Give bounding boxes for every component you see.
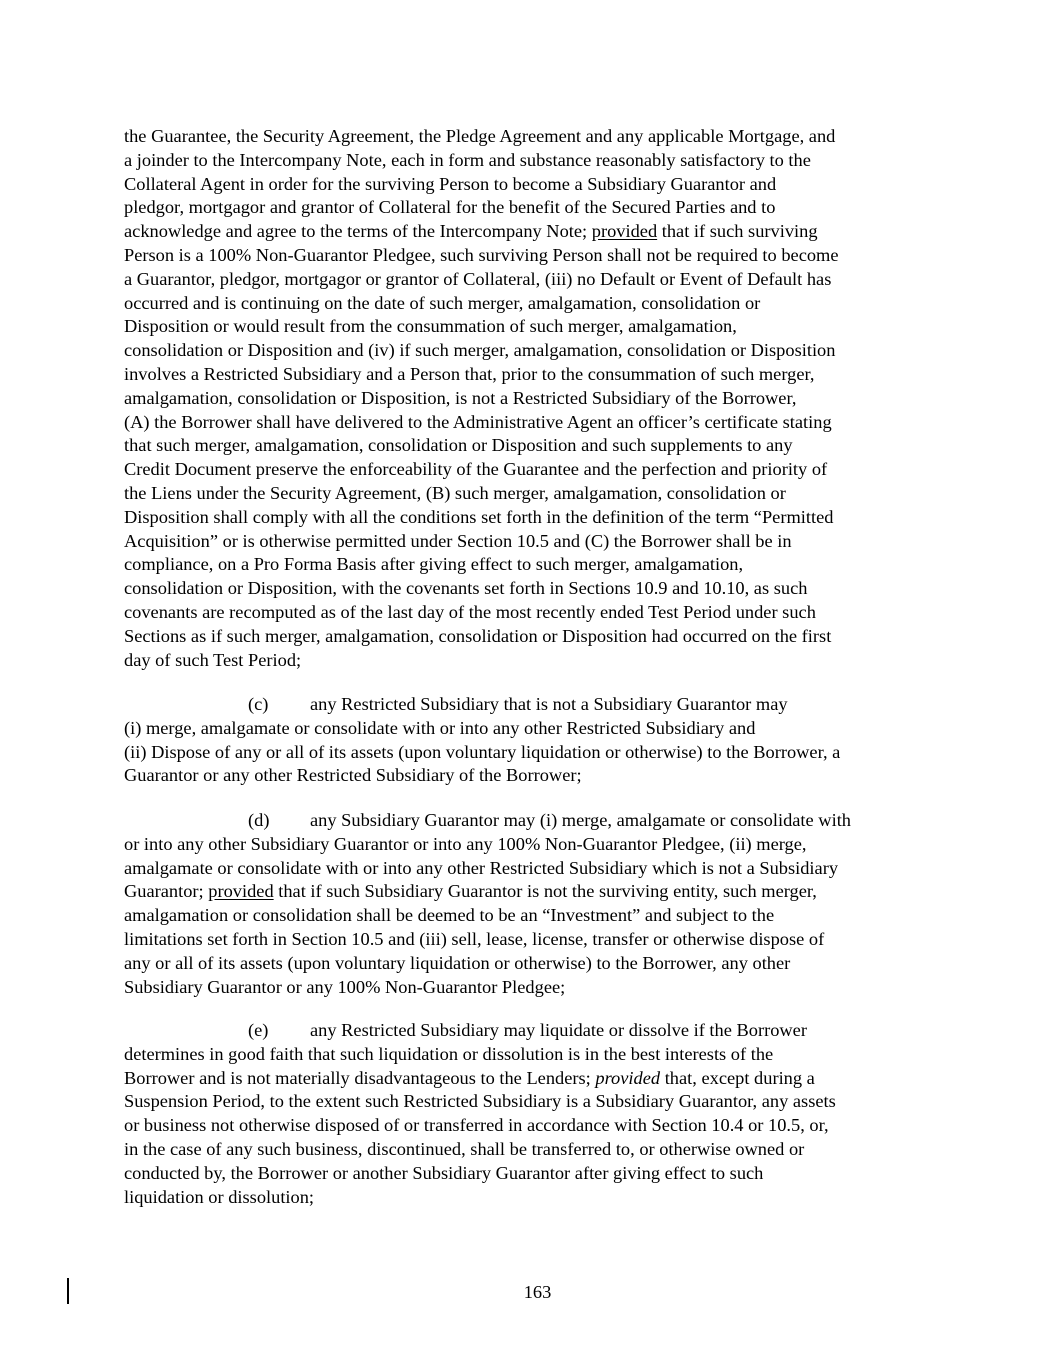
text-line: in the case of any such business, discontinued, shall be transferred to, or otherwise owned or <box>124 1138 805 1159</box>
text-line: consolidation or Disposition and (iv) if such merger, amalgamation, consolidation or Disposition <box>124 340 836 361</box>
text-line: that such merger, amalgamation, consolidation or Disposition and such supplements to any <box>124 435 793 456</box>
text-line: the Guarantee, the Security Agreement, the Pledge Agreement and any applicable Mortgage, and <box>124 126 836 146</box>
provided-term: provided <box>208 881 274 902</box>
text-line: Sections as if such merger, amalgamation, consolidation or Disposition had occurred on the first <box>124 625 832 646</box>
text-line <box>124 693 924 717</box>
clause-label: (c) <box>248 694 269 714</box>
text-line <box>124 809 924 833</box>
text-line: covenants are recomputed as of the last day of the most recently ended Test Period under such <box>124 601 816 622</box>
text-line: Disposition or would result from the consummation of such merger, amalgamation, <box>124 316 737 337</box>
paragraph-e <box>124 1019 924 1209</box>
text-line: Credit Document preserve the enforceability of the Guarantee and the perfection and priority of <box>124 459 828 480</box>
text-line: Guarantor or any other Restricted Subsidiary of the Borrower; <box>124 765 582 786</box>
text-line: amalgamation, consolidation or Disposition, is not a Restricted Subsidiary of the Borrower, <box>124 387 797 408</box>
text-line: day of such Test Period; <box>124 649 302 670</box>
text-line: any or all of its assets (upon voluntary liquidation or otherwise) to the Borrower, any other <box>124 952 791 973</box>
text-line: Disposition shall comply with all the conditions set forth in the definition of the term “Permitted <box>124 506 834 527</box>
paragraph-d <box>124 809 924 999</box>
text-line: a joinder to the Intercompany Note, each in form and substance reasonably satisfactory to the <box>124 149 811 170</box>
text-segment: that if such surviving <box>657 221 818 242</box>
text-line <box>124 1019 924 1043</box>
paragraph-c <box>124 693 924 788</box>
text-line: liquidation or dissolution; <box>124 1186 315 1207</box>
text-line: amalgamation or consolidation shall be deemed to be an “Investment” and subject to the <box>124 905 775 926</box>
text-segment: any Restricted Subsidiary that is not a Subsidiary Guarantor may <box>310 694 788 714</box>
text-line: or business not otherwise disposed of or transferred in accordance with Section 10.4 or 10.5, or, <box>124 1115 829 1136</box>
text-segment: Borrower and is not materially disadvantageous to the Lenders; <box>124 1067 596 1088</box>
paragraph-continuation <box>124 125 924 672</box>
text-line: a Guarantor, pledgor, mortgagor or grantor of Collateral, (iii) no Default or Event of Default has <box>124 268 832 289</box>
text-line: or into any other Subsidiary Guarantor or into any 100% Non-Guarantor Pledgee, (ii) merge, <box>124 833 807 854</box>
text-line <box>124 1067 924 1091</box>
clause-label: (e) <box>248 1020 269 1040</box>
text-line: limitations set forth in Section 10.5 and (iii) sell, lease, license, transfer or otherwise dispose of <box>124 928 825 949</box>
text-line: compliance, on a Pro Forma Basis after giving effect to such merger, amalgamation, <box>124 554 744 575</box>
provided-term: provided <box>591 221 658 242</box>
text-line: Suspension Period, to the extent such Restricted Subsidiary is a Subsidiary Guarantor, any assets <box>124 1091 836 1112</box>
text-line: consolidation or Disposition, with the covenants set forth in Sections 10.9 and 10.10, as such <box>124 578 808 599</box>
text-segment: that if such Subsidiary Guarantor is not the surviving entity, such merger, <box>273 881 817 902</box>
text-line: occurred and is continuing on the date of such merger, amalgamation, consolidation or <box>124 292 761 313</box>
text-line: the Liens under the Security Agreement, (B) such merger, amalgamation, consolidation or <box>124 482 786 503</box>
text-line: pledgor, mortgagor and grantor of Collateral for the benefit of the Secured Parties and to <box>124 197 776 218</box>
text-segment: acknowledge and agree to the terms of the Intercompany Note; <box>124 221 592 242</box>
text-line: determines in good faith that such liquidation or dissolution is in the best interests of the <box>124 1043 774 1064</box>
text-line: Subsidiary Guarantor or any 100% Non-Guarantor Pledgee; <box>124 976 566 997</box>
text-line: amalgamate or consolidate with or into any other Restricted Subsidiary which is not a Subsidiary <box>124 857 839 878</box>
text-line: involves a Restricted Subsidiary and a Person that, prior to the consummation of such merger, <box>124 363 815 384</box>
text-segment: that, except during a <box>660 1067 815 1088</box>
provided-term: provided <box>595 1067 661 1088</box>
text-line: Person is a 100% Non-Guarantor Pledgee, such surviving Person shall not be required to become <box>124 244 839 265</box>
text-segment: any Subsidiary Guarantor may (i) merge, amalgamate or consolidate with <box>310 810 851 830</box>
text-segment: any Restricted Subsidiary may liquidate or dissolve if the Borrower <box>310 1020 807 1040</box>
clause-label: (d) <box>248 810 270 830</box>
text-segment: Guarantor; <box>124 881 209 902</box>
text-line: (i) merge, amalgamate or consolidate with or into any other Restricted Subsidiary and <box>124 717 756 738</box>
page-number: 163 <box>523 1282 552 1302</box>
text-line: (ii) Dispose of any or all of its assets (upon voluntary liquidation or otherwise) to the Borrower, a <box>124 741 841 762</box>
text-line <box>124 220 924 244</box>
text-line <box>124 880 924 904</box>
text-line: Collateral Agent in order for the surviving Person to become a Subsidiary Guarantor and <box>124 173 777 194</box>
text-line: Acquisition” or is otherwise permitted under Section 10.5 and (C) the Borrower shall be in <box>124 530 792 551</box>
text-line: (A) the Borrower shall have delivered to the Administrative Agent an officer’s certificate stating <box>124 411 832 432</box>
text-line: conducted by, the Borrower or another Subsidiary Guarantor after giving effect to such <box>124 1162 764 1183</box>
